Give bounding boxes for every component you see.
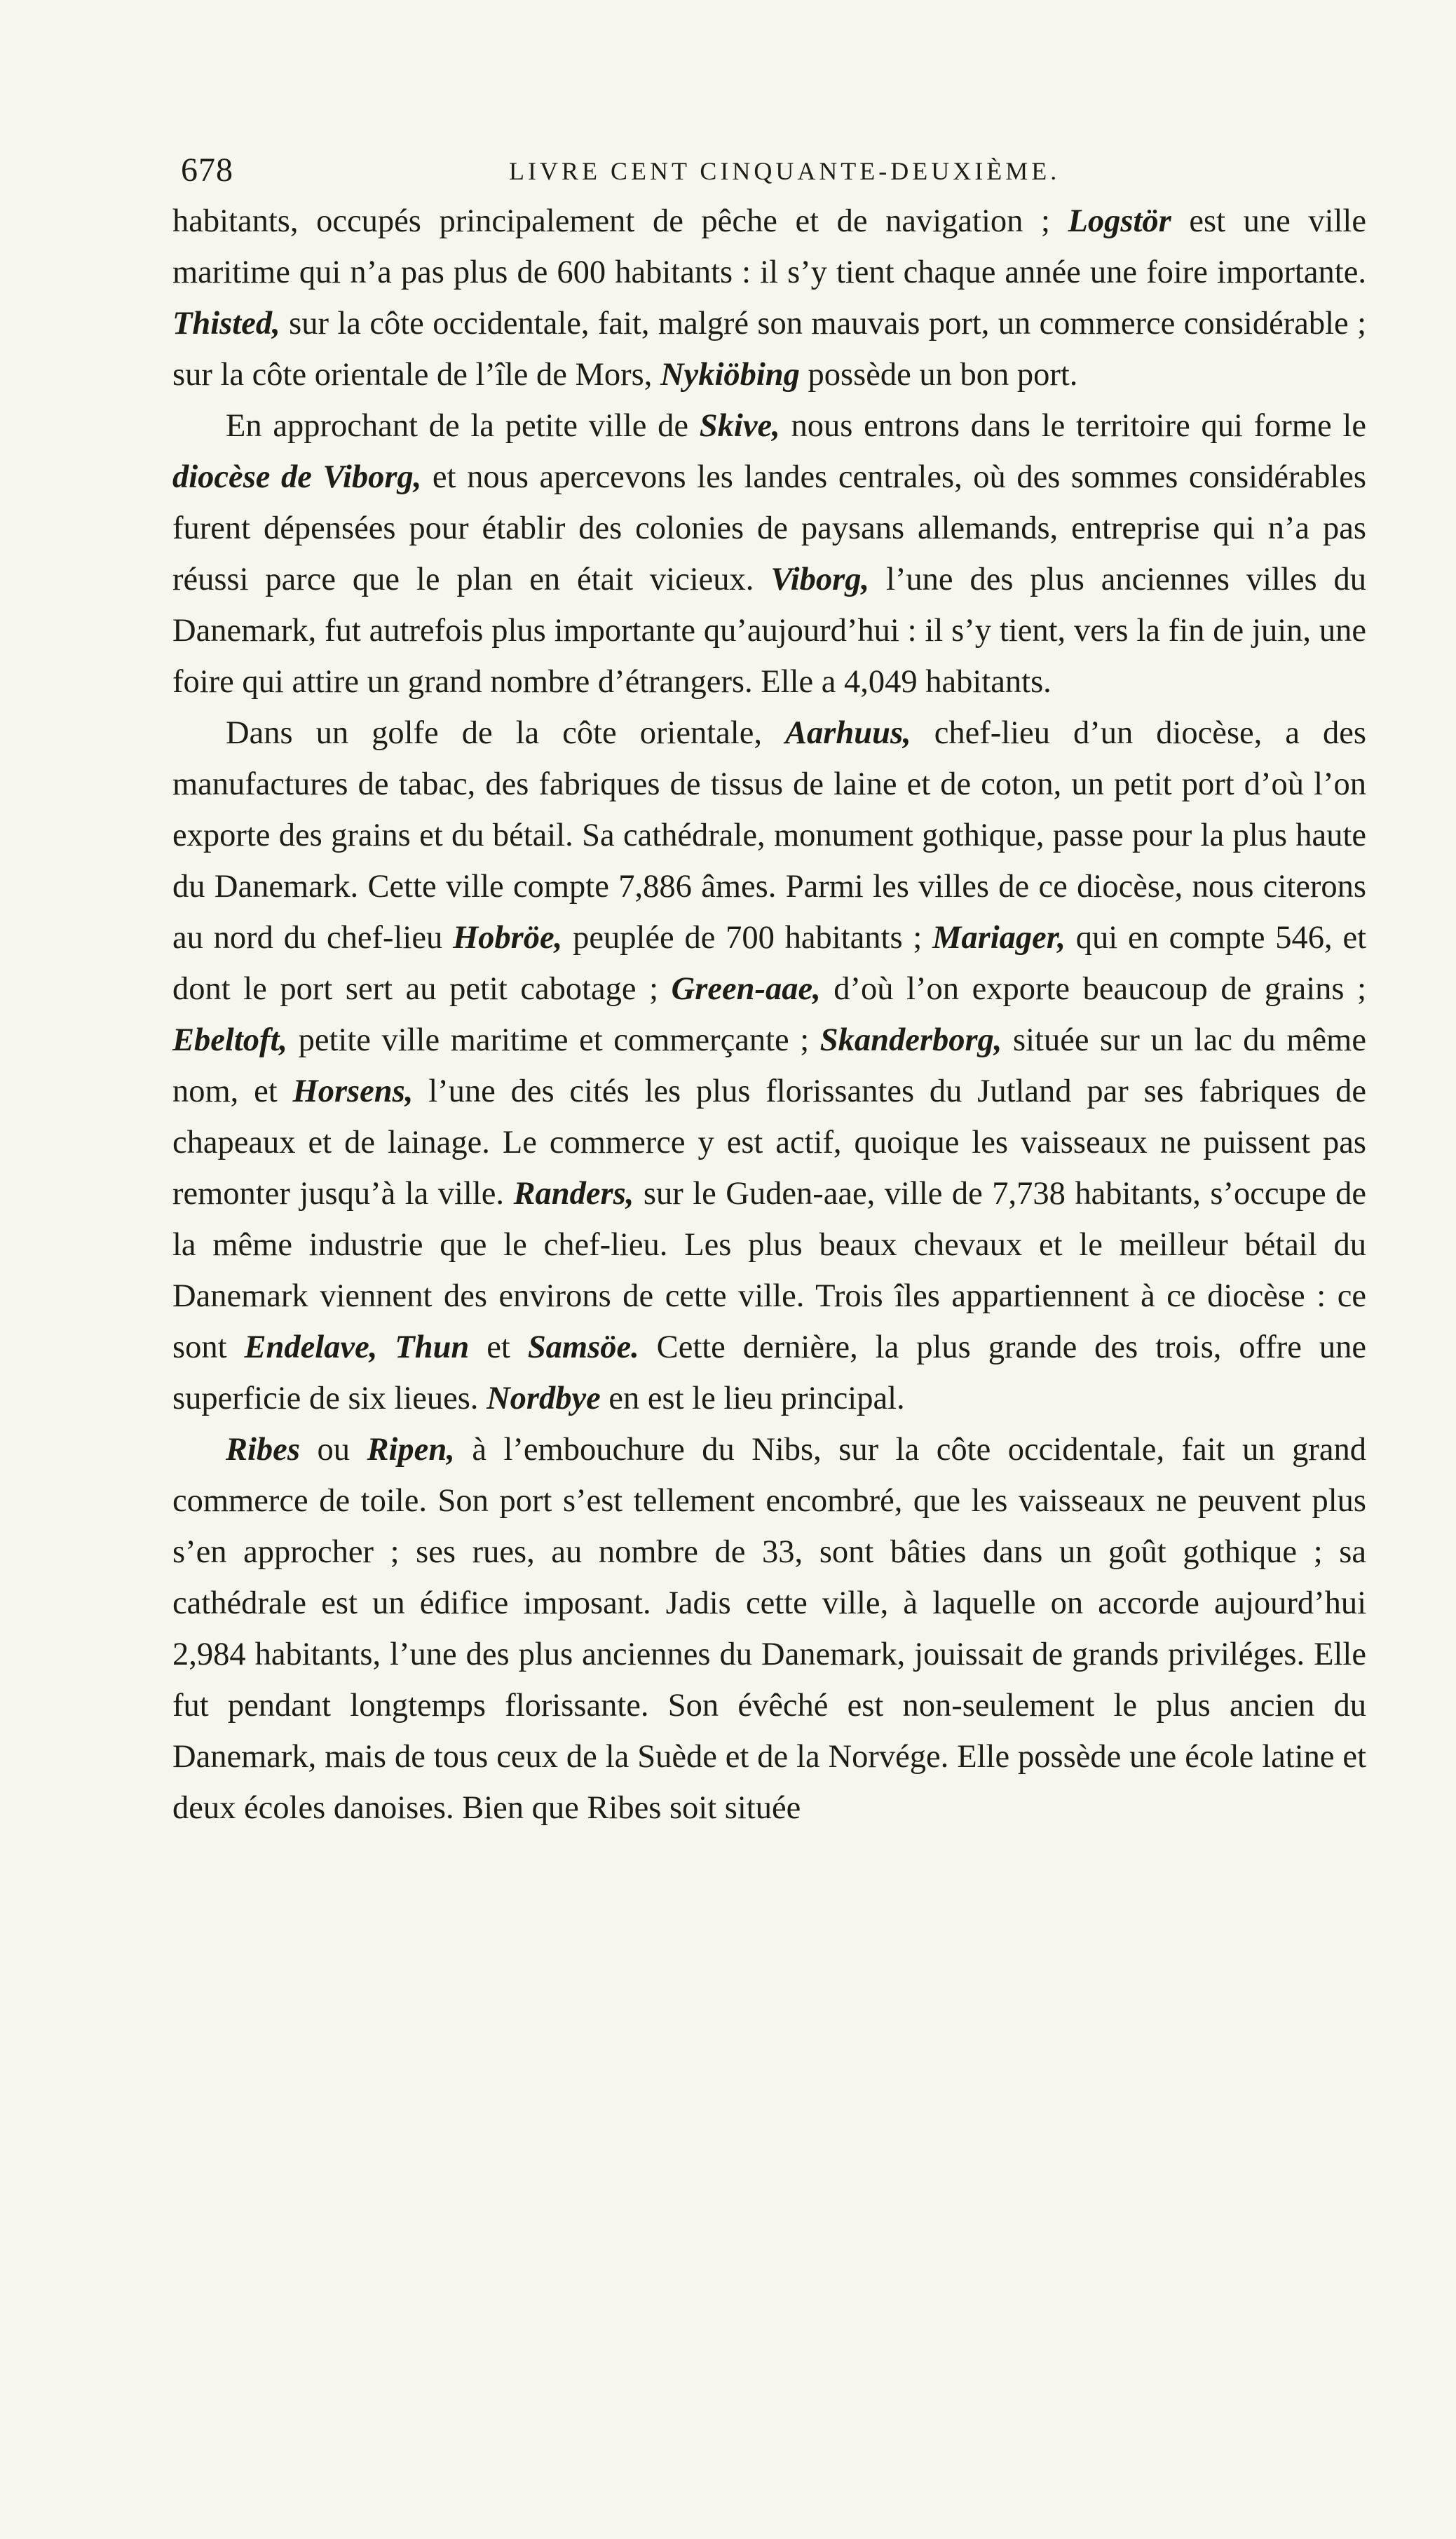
text-run: nous entrons dans le territoire qui forme le (780, 408, 1366, 444)
text-run: En approchant de la petite ville de (226, 408, 700, 444)
text-run: située sur un lac du même nom, et (172, 1022, 1366, 1109)
text-run: peuplée de 700 habitants ; (562, 920, 933, 956)
italic-place-name: Skanderborg, (819, 1022, 1002, 1058)
text-run: Dans un golfe de la côte orientale, (226, 715, 786, 751)
text-run: à l’embouchure du Nibs, sur la côte occidentale, fait un grand commerce de toile. Son port s’est tellement encombré, que les vaisseaux ne peuvent plus s’en approcher ; ses rues, au nombre de 33, sont bâties dans un goût gothique ; sa cathédrale est un édifice imposant. Jadis cette ville, à laquelle on accorde aujourd’hui 2,984 habitants, l’une des plus anciennes du Danemark, jouissait de grands priviléges. Elle fut pendant longtemps florissante. Son évêché est non-seulement le plus ancien du Danemark, mais de tous ceux de la Suède et de la Norvége. Elle possède une école latine et deux écoles danoises. Bien que Ribes soit située (172, 1432, 1367, 1826)
text-run: et (469, 1329, 528, 1365)
text-run: d’où l’on exporte beaucoup de grains ; (820, 971, 1367, 1007)
book-page (172, 151, 1366, 1834)
italic-place-name: Samsöe. (527, 1329, 639, 1365)
italic-place-name: Mariager, (932, 920, 1066, 956)
paragraph (172, 1424, 1366, 1834)
italic-place-name: Green-aae, (671, 971, 821, 1007)
italic-place-name: Endelave, Thun (244, 1329, 470, 1365)
italic-place-name: Ripen, (367, 1432, 455, 1468)
text-run: en est le lieu principal. (600, 1381, 905, 1416)
text-run: et nous apercevons les landes centrales, où des sommes considérables furent dépensées pour établir des colonies de paysans allemands, entreprise qui n’a pas réussi parce que le plan en était vicieux. (172, 459, 1367, 597)
italic-place-name: Nykiöbing (660, 357, 800, 393)
italic-place-name: Skive, (699, 408, 780, 444)
running-title: LIVRE CENT CINQUANTE-DEUXIÈME. (509, 157, 1061, 185)
text-run: est une ville maritime qui n’a pas plus de 600 habitants : il s’y tient chaque année une foire importante. (172, 203, 1366, 290)
text-run: habitants, occupés principalement de pêche et de navigation ; (172, 203, 1068, 239)
italic-place-name: Randers, (513, 1176, 634, 1212)
text-run: Cette dernière, la plus grande des trois, offre une superficie de six lieues. (172, 1329, 1367, 1416)
text-run: petite ville maritime et commerçante ; (287, 1022, 820, 1058)
page-number: 678 (181, 151, 233, 189)
text-run: sur la côte occidentale, fait, malgré son mauvais port, un commerce considérable ; sur la côte orientale de l’île de Mors, (172, 306, 1366, 393)
paragraph (172, 707, 1366, 1424)
italic-place-name: Ebeltoft, (172, 1022, 288, 1058)
paragraph (172, 196, 1366, 400)
italic-place-name: Logstör (1068, 203, 1171, 239)
italic-place-name: diocèse de Viborg, (172, 459, 422, 495)
italic-place-name: Ribes (226, 1432, 300, 1468)
text-run: l’une des cités les plus florissantes du Jutland par ses fabriques de chapeaux et de lainage. Le commerce y est actif, quoique les vaisseaux ne puissent pas remonter jusqu’à la ville. (172, 1074, 1366, 1212)
paragraph (172, 400, 1366, 707)
text-run: l’une des plus anciennes villes du Danemark, fut autrefois plus importante qu’aujourd’hui : il s’y tient, vers la fin de juin, une foire qui attire un grand nombre d’étrangers. Elle a 4,049 habitants. (172, 562, 1367, 700)
italic-place-name: Thisted, (172, 306, 280, 341)
italic-place-name: Nordbye (487, 1381, 601, 1416)
text-run: possède un bon port. (799, 357, 1078, 393)
text-run: sur le Guden-aae, ville de 7,738 habitants, s’occupe de la même industrie que le chef-lieu. Les plus beaux chevaux et le meilleur bétail du Danemark viennent des environs de cette ville. Trois îles appartiennent à ce diocèse : ce sont (172, 1176, 1366, 1365)
italic-place-name: Hobröe, (453, 920, 563, 956)
text-run: qui en compte 546, et dont le port sert au petit cabotage ; (172, 920, 1366, 1007)
body-text (172, 196, 1366, 1834)
text-run: ou (299, 1432, 367, 1468)
running-header (172, 151, 1366, 193)
italic-place-name: Aarhuus, (785, 715, 911, 751)
italic-place-name: Horsens, (292, 1074, 414, 1109)
italic-place-name: Viborg, (770, 562, 870, 597)
text-run: chef-lieu d’un diocèse, a des manufactures de tabac, des fabriques de tissus de laine et de coton, un petit port d’où l’on exporte des grains et du bétail. Sa cathédrale, monument gothique, passe pour la plus haute du Danemark. Cette ville compte 7,886 âmes. Parmi les villes de ce diocèse, nous citerons au nord du chef-lieu (172, 715, 1366, 956)
